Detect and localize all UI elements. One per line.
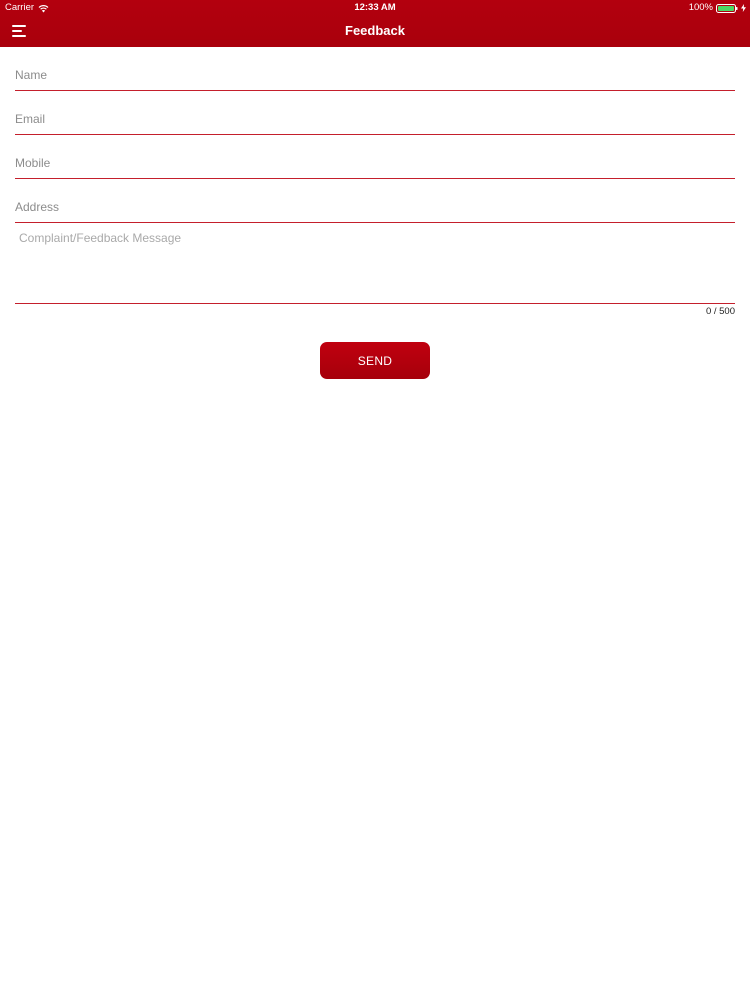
message-textarea[interactable]	[15, 231, 735, 299]
status-time: 12:33 AM	[354, 2, 396, 13]
carrier-label: Carrier	[5, 2, 35, 13]
status-bar	[0, 0, 750, 16]
nav-bar	[0, 16, 750, 47]
mobile-input[interactable]	[15, 154, 735, 172]
status-right	[689, 0, 746, 16]
feedback-form	[15, 47, 735, 304]
email-input[interactable]	[15, 110, 735, 128]
charging-bolt-icon	[741, 4, 746, 12]
send-button[interactable]: SEND	[320, 342, 430, 379]
address-input[interactable]	[15, 198, 735, 216]
battery-icon	[716, 4, 738, 13]
address-field	[15, 179, 735, 223]
page-title: Feedback	[345, 23, 405, 38]
name-input[interactable]	[15, 66, 735, 84]
email-field	[15, 91, 735, 135]
battery-percent: 100%	[688, 2, 713, 13]
message-field	[15, 223, 735, 304]
app-header	[0, 0, 750, 47]
mobile-field	[15, 135, 735, 179]
character-counter: 0 / 500	[705, 306, 735, 317]
name-field	[15, 47, 735, 91]
